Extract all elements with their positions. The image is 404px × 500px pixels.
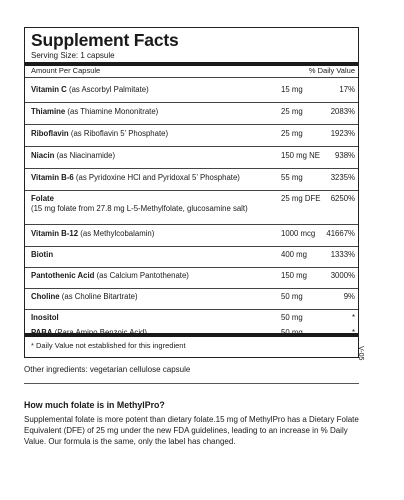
nutrient-amount: 55 mg bbox=[281, 173, 303, 182]
nutrient-form: (as Pyridoxine HCl and Pyridoxal 5’ Phosphate) bbox=[73, 173, 240, 182]
nutrient-daily-value: 2083% bbox=[330, 107, 355, 116]
nutrient-name bbox=[31, 250, 53, 260]
row-divider bbox=[25, 146, 358, 147]
nutrient-name bbox=[31, 194, 54, 204]
nutrient-row bbox=[25, 271, 358, 285]
nutrient-daily-value: 938% bbox=[335, 151, 355, 160]
nutrient-label: Inositol bbox=[31, 313, 59, 322]
supplement-facts-panel bbox=[24, 27, 359, 358]
nutrient-label: Thiamine bbox=[31, 107, 66, 116]
nutrient-name bbox=[31, 292, 138, 302]
daily-value-header: % Daily Value bbox=[308, 66, 355, 75]
header-divider bbox=[25, 77, 358, 78]
nutrient-label: Riboflavin bbox=[31, 129, 69, 138]
nutrient-row bbox=[25, 151, 358, 165]
amount-header: Amount Per Capsule bbox=[31, 66, 101, 75]
nutrient-row bbox=[25, 229, 358, 243]
row-divider bbox=[25, 288, 358, 289]
nutrient-amount: 150 mg bbox=[281, 271, 308, 280]
row-divider bbox=[25, 124, 358, 125]
nutrient-amount: 25 mg bbox=[281, 107, 303, 116]
row-divider bbox=[25, 224, 358, 225]
nutrient-form: (as Thiamine Mononitrate) bbox=[65, 107, 159, 116]
row-divider bbox=[25, 190, 358, 191]
nutrient-row bbox=[25, 292, 358, 306]
bottom-thick-divider bbox=[25, 333, 358, 337]
other-ingredients: Other ingredients: vegetarian cellulose capsule bbox=[24, 365, 191, 374]
nutrient-form: (as Choline Bitartrate) bbox=[59, 292, 138, 301]
nutrient-name bbox=[31, 129, 168, 139]
nutrient-label: Folate bbox=[31, 194, 54, 203]
nutrient-row bbox=[25, 313, 358, 327]
faq-answer: Supplemental folate is more potent than dietary folate.15 mg of MethylPro has a Dietary Folate Equivalent (DFE) of 25 mg under the new FDA guidelines, leading to an increase in % Daily Value. Our formula is the same, only the label has changed. bbox=[24, 415, 359, 446]
panel-title: Supplement Facts bbox=[31, 30, 179, 50]
nutrient-amount: 400 mg bbox=[281, 250, 308, 259]
nutrient-form: (as Niacinamide) bbox=[54, 151, 116, 160]
nutrient-row bbox=[25, 173, 358, 187]
nutrient-daily-value: 9% bbox=[343, 292, 355, 301]
nutrient-label: Biotin bbox=[31, 250, 54, 259]
nutrient-amount: 1000 mcg bbox=[281, 229, 316, 238]
nutrient-daily-value: * bbox=[351, 313, 355, 322]
nutrient-daily-value: 3235% bbox=[330, 173, 355, 182]
nutrient-name bbox=[31, 229, 154, 239]
row-divider bbox=[25, 309, 358, 310]
nutrient-daily-value: 41667% bbox=[326, 229, 355, 238]
nutrient-label: Pantothenic Acid bbox=[31, 271, 95, 280]
nutrient-name bbox=[31, 107, 158, 117]
nutrient-row bbox=[25, 107, 358, 121]
nutrient-row bbox=[25, 129, 358, 143]
nutrient-amount: 15 mg bbox=[281, 85, 303, 94]
row-divider bbox=[25, 246, 358, 247]
row-divider bbox=[25, 168, 358, 169]
faq-question: How much folate is in MethylPro? bbox=[24, 400, 165, 410]
footnote: * Daily Value not established for this ingredient bbox=[31, 341, 186, 350]
nutrient-name bbox=[31, 151, 115, 161]
nutrient-daily-value: 17% bbox=[339, 85, 355, 94]
nutrient-daily-value: 3000% bbox=[330, 271, 355, 280]
nutrient-amount: 25 mg DFE bbox=[281, 194, 321, 203]
section-divider bbox=[24, 383, 359, 384]
nutrient-subnote: (15 mg folate from 27.8 mg L-5-Methylfolate, glucosamine salt) bbox=[31, 204, 248, 213]
nutrient-amount: 25 mg bbox=[281, 129, 303, 138]
nutrient-label: Vitamin C bbox=[31, 85, 67, 94]
nutrient-daily-value: 1923% bbox=[330, 129, 355, 138]
nutrient-label: Vitamin B-6 bbox=[31, 173, 74, 182]
nutrient-form: (as Methylcobalamin) bbox=[78, 229, 155, 238]
nutrient-daily-value: 1333% bbox=[330, 250, 355, 259]
nutrient-row bbox=[25, 85, 358, 99]
nutrient-label: Choline bbox=[31, 292, 60, 301]
row-divider bbox=[25, 102, 358, 103]
nutrient-name bbox=[31, 85, 149, 95]
nutrient-name bbox=[31, 271, 189, 281]
nutrient-amount: 50 mg bbox=[281, 313, 303, 322]
nutrient-label: Vitamin B-12 bbox=[31, 229, 79, 238]
row-divider bbox=[25, 267, 358, 268]
nutrient-form: (as Ascorbyl Palmitate) bbox=[66, 85, 149, 94]
nutrient-row bbox=[25, 194, 358, 213]
nutrient-name bbox=[31, 173, 240, 183]
nutrient-form: (as Calcium Pantothenate) bbox=[94, 271, 189, 280]
nutrient-amount: 50 mg bbox=[281, 292, 303, 301]
serving-size: Serving Size: 1 capsule bbox=[31, 51, 115, 60]
nutrient-amount: 150 mg NE bbox=[281, 151, 321, 160]
nutrient-name bbox=[31, 313, 59, 323]
nutrient-label: Niacin bbox=[31, 151, 55, 160]
version-code: V-05 bbox=[357, 346, 364, 361]
nutrient-row bbox=[25, 250, 358, 264]
nutrient-daily-value: 6250% bbox=[330, 194, 355, 203]
nutrient-form: (as Riboflavin 5’ Phosphate) bbox=[68, 129, 169, 138]
